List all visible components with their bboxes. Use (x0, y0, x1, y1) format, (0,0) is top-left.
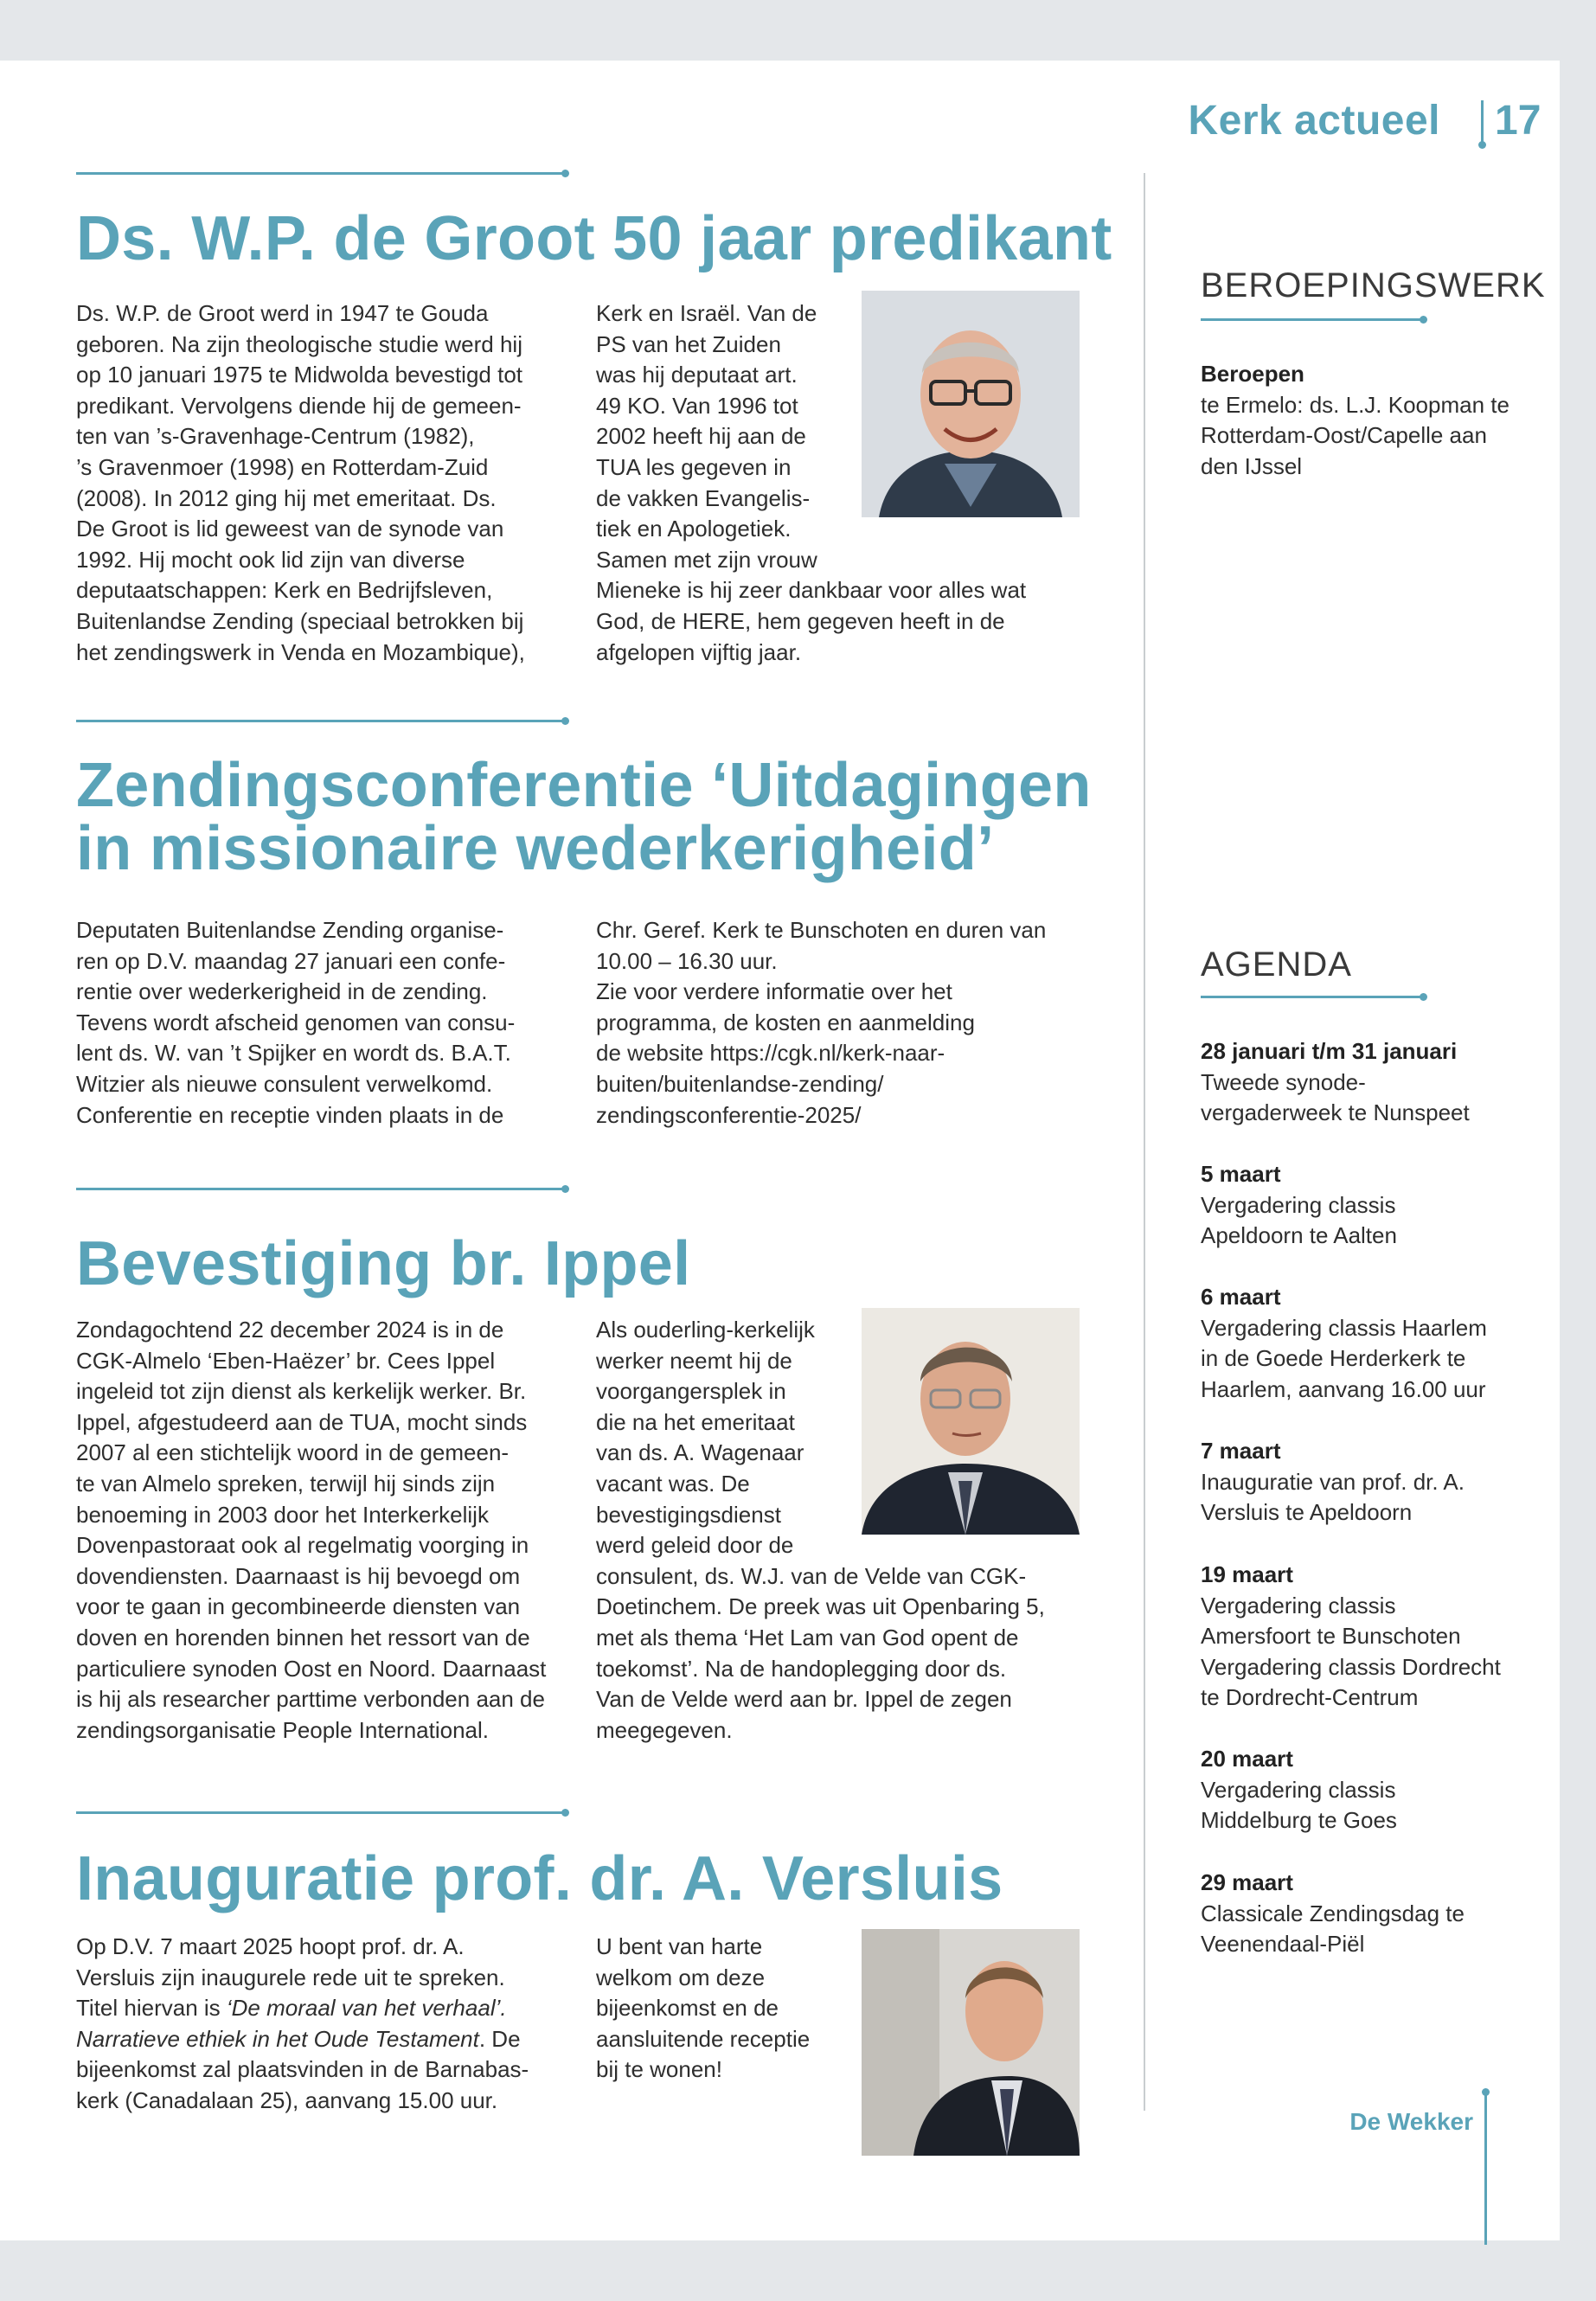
text-line: voor te gaan in gecombineerde diensten van (76, 1593, 521, 1620)
agenda-text: Inauguratie van prof. dr. A. (1201, 1468, 1465, 1495)
agenda-text: Classicale Zendingsdag te (1201, 1900, 1465, 1926)
article-rule (76, 720, 566, 722)
agenda-text: Vergadering classis Dordrecht (1201, 1653, 1501, 1680)
text-line: het zendingswerk in Venda en Mozambique), (76, 638, 525, 665)
agenda-text: Vergadering classis Haarlem (1201, 1314, 1487, 1341)
text-line: meegegeven. (596, 1716, 733, 1743)
agenda-date: 20 maart (1201, 1746, 1293, 1772)
text-line: te van Almelo spreken, terwijl hij sinds zijn (76, 1470, 496, 1497)
text-line: TUA les gegeven in (596, 453, 792, 480)
text-line: werd geleid door de (596, 1532, 794, 1559)
text-line: met als thema ‘Het Lam van God opent de (596, 1624, 1019, 1650)
agenda-date: 28 januari t/m 31 januari (1201, 1038, 1458, 1064)
text-line: PS van het Zuiden (596, 330, 781, 357)
agenda-text: Vergadering classis (1201, 1191, 1396, 1218)
agenda-text: Vergadering classis (1201, 1776, 1396, 1803)
agenda-text: Versluis te Apeldoorn (1201, 1499, 1413, 1526)
agenda-text: te Dordrecht-Centrum (1201, 1684, 1419, 1711)
text-line: was hij deputaat art. (596, 362, 798, 388)
column-divider (1144, 173, 1145, 2111)
agenda-text: Tweede synode- (1201, 1068, 1366, 1095)
text-line: deputaatschappen: Kerk en Bedrijfsleven, (76, 577, 493, 604)
text-line: Als ouderling-kerkelijk (596, 1317, 815, 1343)
text-line: (2008). In 2012 ging hij met emeritaat. Ds. (76, 484, 497, 511)
text-line: ingeleid tot zijn dienst als kerkelijk werker. Br. (76, 1378, 527, 1405)
agenda-item (1201, 1282, 1538, 1405)
article-rule (76, 1811, 566, 1814)
text-line: De Groot is lid geweest van de synode van (76, 516, 504, 542)
text-line: Doetinchem. De preek was uit Openbaring 5, (596, 1593, 1045, 1620)
text-line: Conferentie en receptie vinden plaats in de (76, 1101, 504, 1128)
text-line: doven en horenden binnen het ressort van de (76, 1624, 530, 1650)
text-line: 49 KO. Van 1996 tot (596, 392, 798, 419)
article-rule (76, 1188, 566, 1190)
article-versluis-col2 (596, 1932, 856, 2086)
text-line: benoeming in 2003 door het Interkerkelijk (76, 1501, 489, 1528)
text-line: Versluis zijn inaugurele rede uit te spreken. (76, 1964, 505, 1990)
beroepen-label: Beroepen (1201, 361, 1304, 387)
text-line: programma, de kosten en aanmelding (596, 1009, 975, 1035)
text-line: Zondagochtend 22 december 2024 is in de (76, 1317, 504, 1343)
portrait-photo-groot (862, 291, 1080, 517)
title-line: Zendingsconferentie ‘Uitdagingen (76, 751, 1092, 820)
text-line: Chr. Geref. Kerk te Bunschoten en duren van (596, 917, 1047, 943)
header-divider (1481, 100, 1484, 142)
text-line: toekomst’. Na de handoplegging door ds. (596, 1655, 1007, 1682)
text-line (76, 2024, 569, 2055)
text-line: voorgangersplek in (596, 1378, 786, 1405)
text-line: den IJssel (1201, 452, 1303, 479)
text-line: de website https://cgk.nl/kerk-naar- (596, 1040, 945, 1067)
text-line: Tevens wordt afscheid genomen van consu- (76, 1009, 516, 1035)
text-line: 2007 al een stichtelijk woord in de gemeen- (76, 1439, 510, 1466)
text-line: lent ds. W. van ’t Spijker en wordt ds. B.A.T. (76, 1040, 511, 1067)
title-line: in missionaire wederkerigheid’ (76, 814, 995, 884)
article-versluis-col1 (76, 1932, 569, 2117)
footer-rule (1484, 2093, 1487, 2245)
text-run-italic: Narratieve ethiek in het Oude Testament (76, 2025, 479, 2052)
agenda-text: vergaderweek te Nunspeet (1201, 1099, 1470, 1126)
text-line: van ds. A. Wagenaar (596, 1439, 804, 1466)
text-line: bijeenkomst en de (596, 1995, 779, 2022)
text-run: . De (478, 2025, 521, 2052)
page-number: 17 (1495, 98, 1542, 144)
agenda-item (1201, 1036, 1538, 1129)
magazine-name: De Wekker (1349, 2108, 1473, 2135)
text-line: ’s Gravenmoer (1998) en Rotterdam-Zuid (76, 453, 489, 480)
text-run: Titel hiervan is (76, 1995, 227, 2022)
text-line: rentie over wederkerigheid in de zending. (76, 978, 488, 1005)
article-conferentie-col2 (596, 915, 1098, 1131)
text-line: Ds. W.P. de Groot werd in 1947 te Gouda (76, 300, 489, 326)
text-line: zendingsorganisatie People International. (76, 1716, 490, 1743)
text-line: Dovenpastoraat ook al regelmatig voorging in (76, 1532, 529, 1559)
text-line: is hij als researcher parttime verbonden aan de (76, 1686, 545, 1713)
text-line: particuliere synoden Oost en Noord. Daarnaast (76, 1655, 547, 1682)
text-line: bijeenkomst zal plaatsvinden in de Barnabas- (76, 2056, 529, 2083)
section-title: Kerk actueel (1188, 98, 1440, 144)
text-line (76, 1993, 569, 2024)
agenda-text: Amersfoort te Bunschoten (1201, 1623, 1461, 1650)
text-line: Buitenlandse Zending (speciaal betrokken bij (76, 607, 524, 634)
text-line: Deputaten Buitenlandse Zending organise- (76, 917, 504, 943)
article-rule (76, 172, 566, 175)
agenda-date: 29 maart (1201, 1869, 1293, 1895)
agenda-date: 19 maart (1201, 1561, 1293, 1587)
article-groot-col1 (76, 298, 561, 668)
agenda-text: Veenendaal-Piël (1201, 1931, 1365, 1958)
agenda-item (1201, 1159, 1538, 1252)
text-line: zendingsconferentie-2025/ (596, 1101, 862, 1128)
text-line: ren op D.V. maandag 27 januari een confe- (76, 947, 506, 974)
sidebar-rule (1201, 996, 1424, 998)
text-line: consulent, ds. W.J. van de Velde van CGK- (596, 1562, 1027, 1589)
text-line: Rotterdam-Oost/Capelle aan (1201, 422, 1487, 449)
text-line: predikant. Vervolgens diende hij de gemeen- (76, 392, 522, 419)
text-line: God, de HERE, hem gegeven heeft in de (596, 607, 1005, 634)
text-line: buiten/buitenlandse-zending/ (596, 1070, 884, 1097)
text-line: Van de Velde werd aan br. Ippel de zegen (596, 1686, 1012, 1713)
article-title-conferentie (76, 751, 1092, 884)
text-line: ten van ’s-Gravenhage-Centrum (1982), (76, 423, 475, 450)
agenda-text: Apeldoorn te Aalten (1201, 1222, 1397, 1249)
sidebar-rule (1201, 318, 1424, 321)
text-line: Op D.V. 7 maart 2025 hoopt prof. dr. A. (76, 1933, 465, 1959)
agenda-text: Middelburg te Goes (1201, 1807, 1397, 1834)
agenda-text: Vergadering classis (1201, 1592, 1396, 1618)
portrait-photo-ippel (862, 1308, 1080, 1535)
agenda-item (1201, 1868, 1538, 1960)
agenda-text: Haarlem, aanvang 16.00 uur (1201, 1375, 1486, 1402)
text-line: werker neemt hij de (596, 1347, 792, 1374)
text-line: afgelopen vijftig jaar. (596, 638, 802, 665)
text-line: bij te wonen! (596, 2056, 722, 2083)
text-line: welkom om deze (596, 1964, 766, 1990)
text-line: kerk (Canadalaan 25), aanvang 15.00 uur. (76, 2086, 498, 2113)
text-line: 1992. Hij mocht ook lid zijn van diverse (76, 546, 465, 573)
agenda-item (1201, 1436, 1538, 1529)
text-line: 2002 heeft hij aan de (596, 423, 806, 450)
text-line: aansluitende receptie (596, 2025, 811, 2052)
article-title-groot: Ds. W.P. de Groot 50 jaar predikant (76, 204, 1112, 273)
text-line: Kerk en Israël. Van de (596, 300, 817, 326)
text-line: te Ermelo: ds. L.J. Koopman te (1201, 391, 1509, 418)
agenda-date: 6 maart (1201, 1284, 1281, 1310)
text-line: vacant was. De (596, 1470, 750, 1497)
text-line: CGK-Almelo ‘Eben-Haëzer’ br. Cees Ippel (76, 1347, 496, 1374)
agenda-item (1201, 1560, 1538, 1714)
sidebar-heading-beroepingswerk: BEROEPINGSWERK (1201, 266, 1546, 304)
text-line: die na het emeritaat (596, 1408, 795, 1435)
text-line: Zie voor verdere informatie over het (596, 978, 952, 1005)
text-run-italic: ‘De moraal van het verhaal’. (226, 1995, 507, 2022)
beroepen-entry (1201, 359, 1538, 482)
article-ippel-col1 (76, 1315, 561, 1746)
agenda-text: in de Goede Herderkerk te (1201, 1345, 1466, 1372)
text-line: op 10 januari 1975 te Midwolda bevestigd tot (76, 362, 523, 388)
text-line: de vakken Evangelis- (596, 484, 811, 511)
text-line: Witzier als nieuwe consulent verwelkomd. (76, 1070, 493, 1097)
sidebar-heading-agenda: AGENDA (1201, 945, 1352, 984)
agenda-date: 7 maart (1201, 1438, 1281, 1464)
agenda-item (1201, 1744, 1538, 1836)
portrait-photo-versluis (862, 1929, 1080, 2156)
text-line: bevestigingsdienst (596, 1501, 781, 1528)
text-line: U bent van harte (596, 1933, 763, 1959)
agenda-date: 5 maart (1201, 1161, 1281, 1187)
article-conferentie-col1 (76, 915, 561, 1131)
text-line: Mieneke is hij zeer dankbaar voor alles wat (596, 577, 1027, 604)
text-line: Ippel, afgestudeerd aan de TUA, mocht sinds (76, 1408, 528, 1435)
text-line: 10.00 – 16.30 uur. (596, 947, 778, 974)
article-title-ippel: Bevestiging br. Ippel (76, 1229, 691, 1298)
article-title-versluis: Inauguratie prof. dr. A. Versluis (76, 1844, 1003, 1913)
text-line: geboren. Na zijn theologische studie werd hij (76, 330, 522, 357)
text-line: tiek en Apologetiek. (596, 516, 792, 542)
text-line: Samen met zijn vrouw (596, 546, 817, 573)
text-line: dovendiensten. Daarnaast is hij bevoegd om (76, 1562, 521, 1589)
